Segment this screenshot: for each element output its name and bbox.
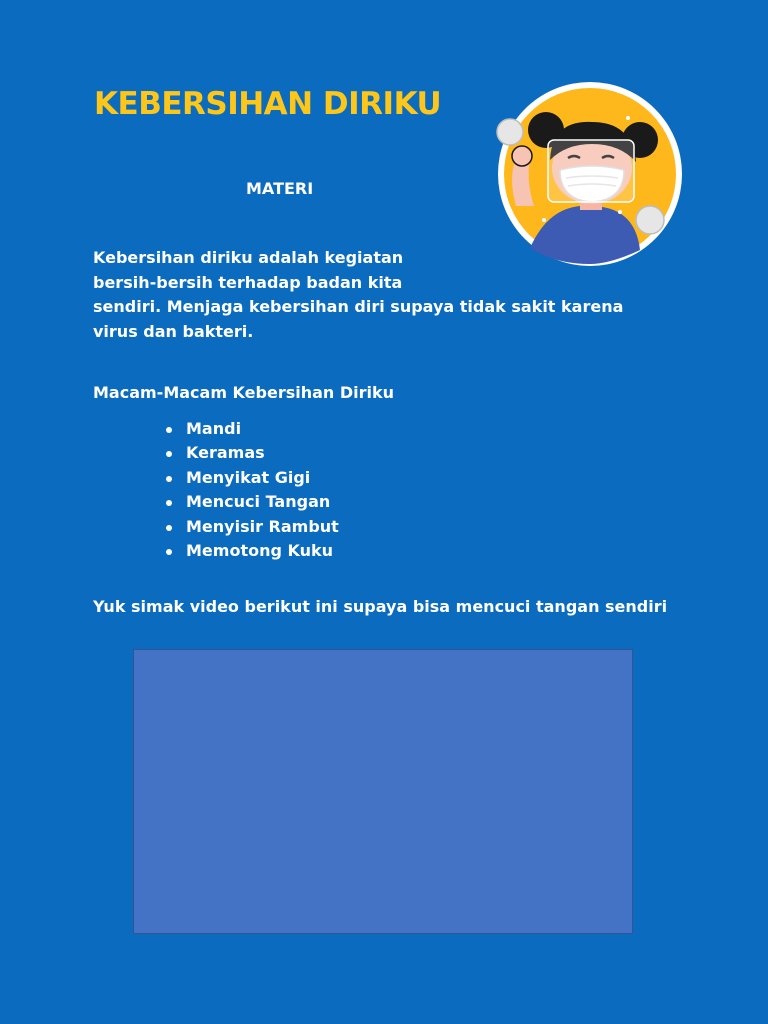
child-mask-illustration — [490, 78, 690, 270]
list-item: Menyikat Gigi — [186, 466, 339, 490]
list-item: Keramas — [186, 441, 339, 465]
list-item: Menyisir Rambut — [186, 515, 339, 539]
video-prompt: Yuk simak video berikut ini supaya bisa mencuci tangan sendiri — [93, 597, 668, 616]
list-item: Mandi — [186, 417, 339, 441]
intro-line: Kebersihan diriku adalah kegiatan — [93, 248, 404, 267]
list-item: Memotong Kuku — [186, 539, 339, 563]
list-item: Mencuci Tangan — [186, 490, 339, 514]
list-heading: Macam-Macam Kebersihan Diriku — [93, 383, 395, 402]
intro-line: sendiri. Menjaga kebersihan diri supaya tidak sakit karena — [93, 297, 624, 316]
intro-paragraph — [93, 246, 653, 344]
intro-line: bersih-bersih terhadap badan kita — [93, 272, 403, 292]
hygiene-list — [186, 417, 339, 563]
video-placeholder[interactable] — [133, 649, 633, 934]
page-title: KEBERSIHAN DIRIKU — [94, 86, 442, 122]
section-subtitle: MATERI — [246, 179, 314, 198]
intro-line: virus dan bakteri. — [93, 321, 254, 341]
